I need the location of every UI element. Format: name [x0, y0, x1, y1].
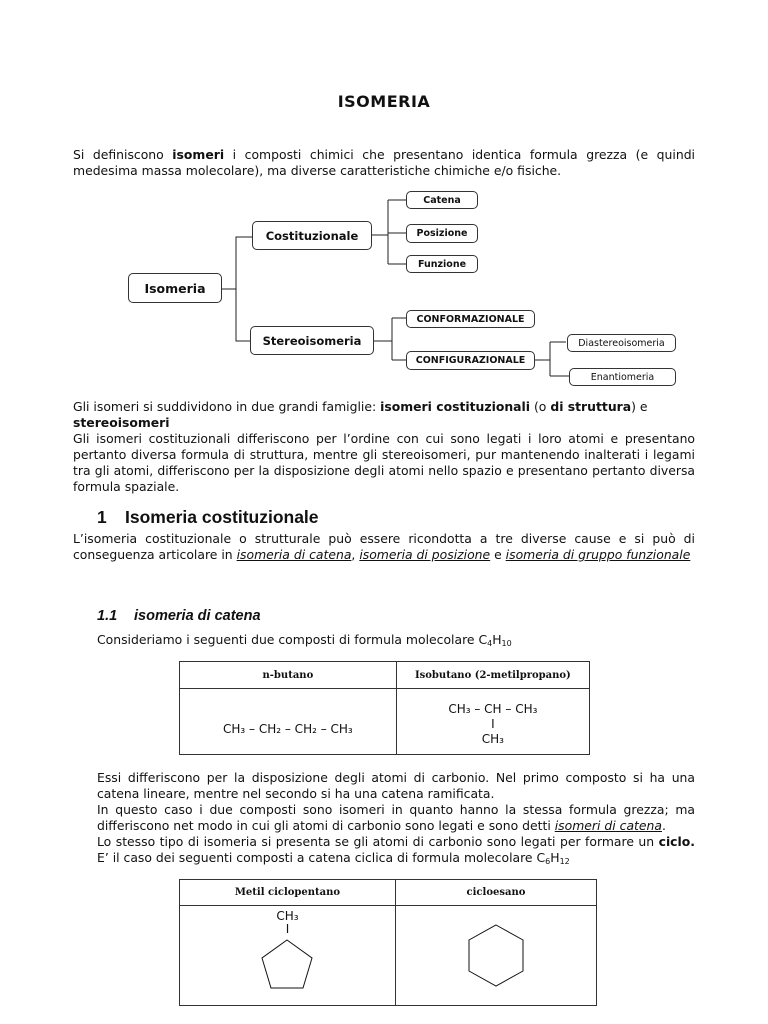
section-1-paragraph [73, 531, 695, 563]
nbutano-formula: CH₃ – CH₂ – CH₂ – CH₃ [223, 721, 353, 736]
butane-table [179, 661, 590, 755]
families-paragraph-2: Gli isomeri costituzionali differiscono per l’ordine con cui sono legati i loro atomi e presentano pertanto diversa formula di struttura, mentre gli stereoisomeri, pur mantenendo inalterati i legami tra gli atomi, differiscono per la disposizione degli atomi nello spazio e presentano pertanto diversa formula spaziale. [73, 431, 695, 494]
node-configurazionale: CONFIGURAZIONALE [406, 351, 535, 370]
subscript-12: 12 [559, 857, 570, 866]
node-posizione: Posizione [406, 224, 478, 243]
families-bold-costituzionali: isomeri costituzionali [380, 399, 531, 414]
node-diastereoisomeria: Diastereoisomeria [567, 334, 676, 352]
after-table-h: H [550, 850, 560, 865]
node-funzione: Funzione [406, 255, 478, 273]
cyclic-table [179, 879, 597, 1006]
isobutano-bottom: CH₃ [481, 732, 504, 746]
section-1-number: 1 [97, 507, 107, 527]
node-stereoisomeria: Stereoisomeria [250, 326, 374, 355]
section-1-1-number: 1.1 [97, 608, 118, 624]
table1-header-nbutano: n-butano [180, 662, 397, 689]
section-1-text-b: , [351, 547, 360, 562]
section-1-1-h: H [492, 632, 502, 647]
intro-text-a: Si definiscono [73, 147, 173, 162]
intro-text-c: i composti chimici che presentano identica formula grezza (e quindi medesima massa molecolare), ma diverse caratteristiche chimiche e/o fisiche. [73, 147, 695, 178]
cyclopentane-ring [257, 938, 317, 990]
subscript-10: 10 [501, 639, 512, 648]
methyl-bond: I [285, 922, 290, 936]
after-table-bold-ciclo: ciclo. [658, 834, 695, 849]
after-table-paragraph-1: Essi differiscono per la disposizione degli atomi di carbonio. Nel primo composto si ha una catena lineare, mentre nel secondo si ha una catena ramificata. [97, 770, 695, 801]
table2-header-metilciclopentano: Metil ciclopentano [180, 880, 396, 906]
after-table-paragraph-2 [97, 802, 695, 834]
subscript-6: 6 [545, 857, 551, 866]
after-table-text-3b: E’ il caso dei seguenti composti a catena ciclica di formula molecolare C [97, 850, 546, 865]
isobutano-formula [397, 696, 589, 747]
subscript-4: 4 [487, 639, 493, 648]
link-isomeria-di-posizione: isomeria di posizione [359, 547, 491, 562]
table1-cell-nbutano [180, 689, 397, 755]
methyl-label: CH₃ [276, 909, 299, 923]
isobutano-top: CH₃ – CH – CH₃ [448, 702, 538, 716]
cyclohexane-ring [463, 923, 529, 989]
section-1-1-heading [97, 608, 261, 624]
section-1-1-paragraph [97, 632, 697, 648]
node-catena: Catena [406, 191, 478, 209]
link-isomeri-di-catena: isomeri di catena [554, 818, 662, 833]
section-1-1-title: isomeria di catena [134, 608, 261, 624]
families-text-a: Gli isomeri si suddividono in due grandi famiglie: [73, 399, 381, 414]
table2-header-cicloesano: cicloesano [395, 880, 596, 906]
after-table-text-2a: In questo caso i due composti sono isomeri in quanto hanno la stessa formula grezza; ma differiscono net modo in cui gli atomi di carbonio sono legati e sono detti [97, 802, 695, 833]
families-text-e: ) e [631, 399, 648, 414]
families-paragraph [73, 399, 695, 431]
after-table-paragraph-3 [97, 834, 695, 866]
table1-header-isobutano: Isobutano (2-metilpropano) [396, 662, 589, 689]
table1-cell-isobutano [396, 689, 589, 755]
intro-bold-isomeri: isomeri [172, 147, 225, 162]
node-costituzionale: Costituzionale [252, 221, 372, 250]
node-isomeria: Isomeria [128, 273, 222, 303]
after-table-text-2b: . [661, 818, 666, 833]
node-enantiomeria: Enantiomeria [569, 368, 676, 386]
families-bold-stereoisomeri: stereoisomeri [73, 415, 170, 430]
families-bold-struttura: di struttura [550, 399, 632, 414]
isobutano-bond: I [491, 717, 495, 731]
node-conformazionale: CONFORMAZIONALE [406, 310, 535, 328]
families-text-c: (o [530, 399, 551, 414]
section-1-1-text: Consideriamo i seguenti due composti di formula molecolare C [97, 632, 488, 647]
after-table-text-3a: Lo stesso tipo di isomeria si presenta se gli atomi di carbonio sono legati per formare un [97, 834, 659, 849]
table2-cell-metilciclopentano [180, 906, 396, 1006]
section-1-title: Isomeria costituzionale [125, 507, 319, 527]
section-1-text-c: e [490, 547, 506, 562]
link-isomeria-di-catena: isomeria di catena [236, 547, 352, 562]
link-isomeria-di-gruppo-funzionale: isomeria di gruppo funzionale [505, 547, 691, 562]
section-1-text-a: L’isomeria costituzionale o strutturale può essere ricondotta a tre diverse cause e si può di conseguenza articolare in [73, 531, 695, 562]
page-title: ISOMERIA [337, 92, 431, 111]
table2-cell-cicloesano [395, 906, 596, 1006]
metilciclopentano-substituent [180, 906, 395, 936]
section-1-heading [97, 507, 319, 528]
